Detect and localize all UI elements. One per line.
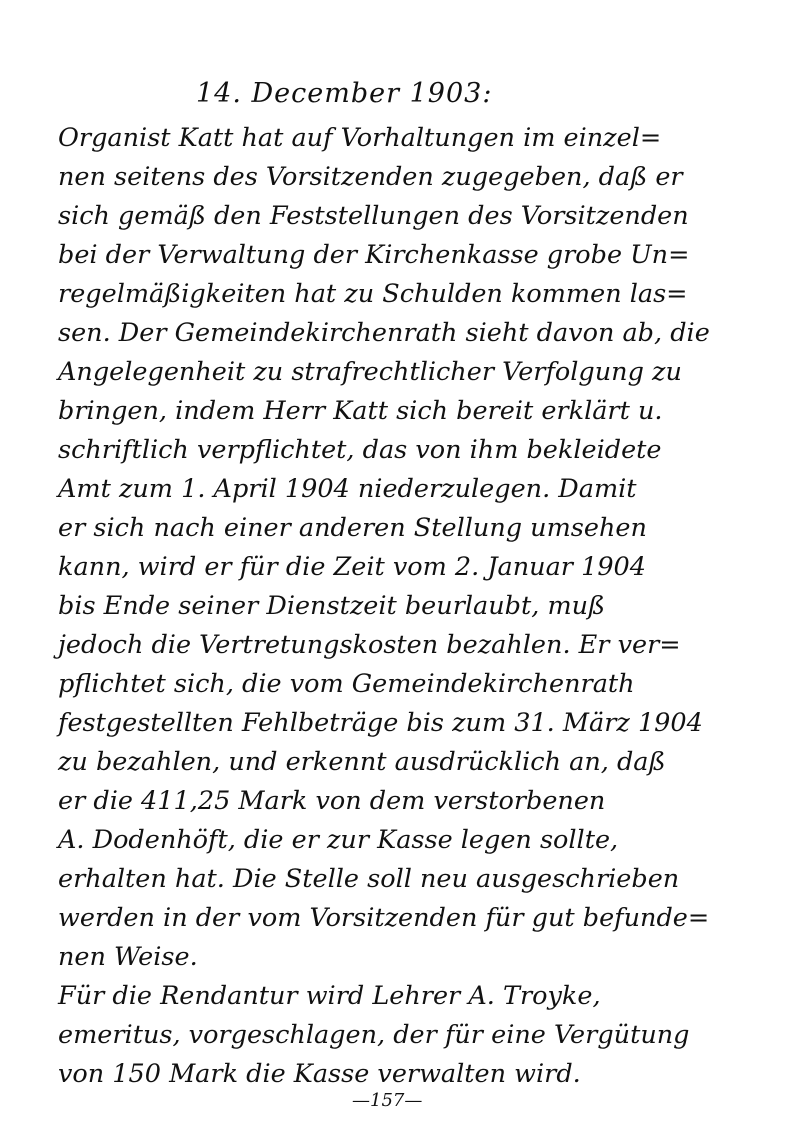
text-line: sich gemäß den Feststellungen des Vorsitzenden [58, 201, 689, 231]
text-line: bringen, indem Herr Katt sich bereit erklärt u. [58, 396, 663, 426]
text-line: A. Dodenhöft, die er zur Kasse legen sollte, [58, 825, 619, 855]
text-line: schriftlich verpflichtet, das von ihm bekleidete [58, 435, 662, 465]
text-line: festgestellten Fehlbeträge bis zum 31. März 1904 [58, 708, 703, 738]
text-line: er die 411,25 Mark von dem verstorbenen [58, 786, 606, 816]
text-line: bis Ende seiner Dienstzeit beurlaubt, muß [58, 591, 606, 621]
text-line: er sich nach einer anderen Stellung umsehen [58, 513, 647, 543]
text-line: von 150 Mark die Kasse verwalten wird. [58, 1059, 581, 1089]
text-line: erhalten hat. Die Stelle soll neu ausgeschrieben [58, 864, 680, 894]
text-line: nen Weise. [58, 942, 198, 972]
text-line: Amt zum 1. April 1904 niederzulegen. Damit [58, 474, 637, 504]
text-line: zu bezahlen, und erkennt ausdrücklich an, daß [58, 747, 666, 777]
text-line: nen seitens des Vorsitzenden zugegeben, daß er [58, 162, 683, 192]
text-line: bei der Verwaltung der Kirchenkasse grobe Un= [58, 240, 690, 270]
text-line: emeritus, vorgeschlagen, der für eine Vergütung [58, 1020, 690, 1050]
text-line: kann, wird er für die Zeit vom 2. Januar 1904 [58, 552, 646, 582]
text-line: sen. Der Gemeindekirchenrath sieht davon ab, die [58, 318, 710, 348]
text-line: werden in der vom Vorsitzenden für gut befunde= [58, 903, 710, 933]
text-line: Angelegenheit zu strafrechtlicher Verfolgung zu [58, 357, 682, 387]
page-number: —157— [352, 1090, 423, 1111]
text-line: Für die Rendantur wird Lehrer A. Troyke, [58, 981, 601, 1011]
text-line: regelmäßigkeiten hat zu Schulden kommen las= [58, 279, 688, 309]
text-line: pflichtet sich, die vom Gemeindekirchenrath [58, 669, 635, 699]
text-line: Organist Katt hat auf Vorhaltungen im einzel= [58, 123, 662, 153]
date-heading: 14. December 1903: [196, 78, 493, 109]
text-line: jedoch die Vertretungskosten bezahlen. Er ver= [58, 630, 681, 660]
